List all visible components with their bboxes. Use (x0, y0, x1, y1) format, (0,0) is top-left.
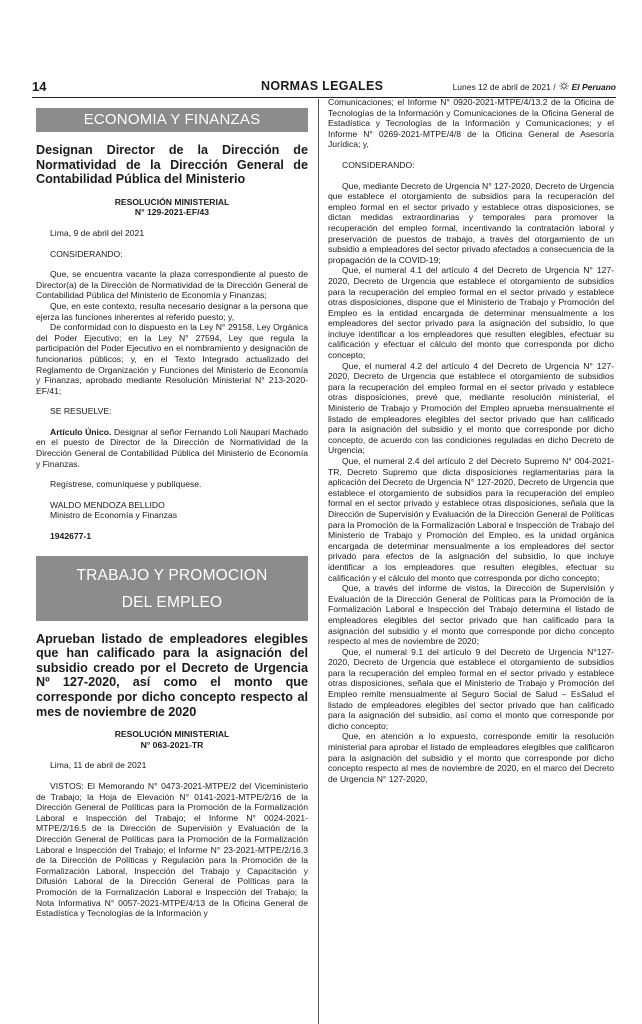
doc1-articulo (36, 427, 308, 469)
section-banner-trabajo (36, 556, 308, 621)
newspaper-name: El Peruano (571, 82, 616, 92)
section-banner-economia: ECONOMIA Y FINANZAS (36, 108, 308, 132)
right-column (328, 97, 614, 784)
doc1-se-resuelve: SE RESUELVE: (50, 406, 112, 417)
left-column (36, 108, 308, 919)
doc1-date: Lima, 9 de abril del 2021 (50, 227, 145, 238)
signer-name: WALDO MENDOZA BELLIDO (50, 499, 165, 510)
column-divider (318, 99, 319, 1024)
doc1-paragraph: Que, se encuentra vacante la plaza correspondiente al puesto de Director(a) de la Dirección de Normatividad de la Dirección General de Contabilidad Pública del Ministerio de Economía y Finanzas; (36, 269, 308, 301)
doc2-date: Lima, 11 de abril de 2021 (50, 760, 147, 771)
section-banner-line: DEL EMPLEO (121, 593, 223, 611)
doc1-resolution (36, 197, 308, 218)
doc2-paragraph: Que, el numeral 4.1 del artículo 4 del Decreto de Urgencia N° 127-2020, Decreto de Urgencia que establece el otorgamiento de subsidios para la recuperación del empleo formal en el sector privado y establece otras disposiciones, dispone que el Ministerio de Trabajo y Promoción del Empleo es la entidad encargada de determinar mensualmente a los empleadores del sector privado para la asignación del subsidio, lo que incluye identificar a los empleadores que resulten elegibles, efectuar su calificación y efectuar el cálculo del monto que corresponda por dicho concepto; (328, 265, 614, 361)
page-number: 14 (32, 79, 47, 94)
doc1-paragraph: Que, en este contexto, resulta necesario designar a la persona que ejerza las funciones inherentes al referido puesto; y, (36, 300, 308, 322)
publication-number: 1942677-1 (50, 531, 92, 542)
doc2-paragraph: Que, el numeral 2.4 del artículo 2 del Decreto Supremo N° 004-2021-TR, Decreto Supremo que dicta disposiciones reglamentarias para la aplicación del Decreto de Urgencia N° 127-2020, Decreto de Urgencia que establece el otorgamiento de subsidios para la recuperación del empleo formal en el sector privado y establece otras disposiciones, señala que la Dirección de Supervisión y Evaluación de la Dirección General de Políticas para la Promoción de la Formalización Laboral e Inspección de Trabajo del Ministerio de Trabajo y Promoción del Empleo, es la unidad orgánica encargada de determinar mensualmente a los empleadores del sector privado para efectos de la asignación del subsidio, lo que incluye identificar a los empleadores que resulten elegibles, efectuar su calificación y el cálculo del monto que corresponda por dicho concepto; (328, 456, 614, 583)
doc1-registrese: Regístrese, comuníquese y publíquese. (50, 479, 202, 490)
header-date: Lunes 12 de abril de 2021 / (452, 82, 556, 92)
doc2-paragraph: Que, en atención a lo expuesto, corresponde emitir la resolución ministerial para aprobar el listado de empleadores elegibles que calificaron para la asignación del subsidio y el monto que corresponde por dicho concepto respecto al mes de noviembre de 2020, en el marco del Decreto de Urgencia N° 127-2020, (328, 731, 614, 784)
doc2-paragraph: Que, mediante Decreto de Urgencia N° 127-2020, Decreto de Urgencia que establece el otorgamiento de subsidios para la recuperación del empleo formal en el sector privado y establece otras disposiciones, se dictan medidas extraordinarias y temporales para promover la recuperación del empleo formal, incentivando la contratación laboral y preservación de puestos de trabajo, a través del otorgamiento de un subsidio a empleadores del sector privado afectados a consecuencia de la propagación de la COVID-19; (328, 180, 614, 265)
header-dateline (453, 81, 616, 92)
vistos-continuation: Comunicaciones; el Informe N° 0920-2021-MTPE/4/13.2 de la Oficina de Tecnologías de la Información y Comunicaciones de la Oficina General de Estadística y Tecnologías de la Información y Comunicaciones; y el Informe N° 0269-2021-MTPE/4/8 de la Oficina General de Asesoría Jurídica; y, (328, 97, 614, 150)
signer-title: Ministro de Economía y Finanzas (50, 510, 178, 521)
doc2-paragraph: Que, el numeral 9.1 del artículo 9 del Decreto de Urgencia N°127-2020, Decreto de Urgencia que establece el otorgamiento de subsidios para la recuperación del empleo formal en el sector privado y establece otras disposiciones, señala que el Ministerio de Trabajo y Promoción del Empleo remite mensualmente al Seguro Social de Salud – EsSalud el listado de empleadores elegibles del sector privado que han calificado para la asignación del subsidio, así como el monto que corresponde por dicho concepto; (328, 646, 614, 731)
doc1-resolution-label: RESOLUCIÓN MINISTERIAL (114, 196, 230, 207)
sun-logo-icon (558, 81, 570, 91)
doc2-paragraph: Que, el numeral 4.2 del artículo 4 del Decreto de Urgencia N° 127-2020, Decreto de Urgencia que establece el otorgamiento de subsidios para la recuperación del empleo formal en el sector privado y establece otras disposiciones, prevé que, mediante resolución ministerial, el Ministerio de Trabajo y Promoción del Empleo aprueba mensualmente el listado de empleadores elegibles del sector privado que han calificado para la asignación del subsidio y el monto que corresponde por dicho concepto, de acuerdo con las condiciones reguladas en dicho Decreto de Urgencia; (328, 360, 614, 456)
doc2-considerando: CONSIDERANDO: (342, 159, 415, 170)
page-header (28, 78, 616, 96)
doc2-title: Aprueban listado de empleadores elegibles que han calificado para la asignación del subsidio creado por el Decreto de Urgencia Nº 127-2020, así como el monto que corresponde por dicho concepto respecto al mes de noviembre de 2020 (36, 631, 308, 719)
doc2-resolution-number: N° 063-2021-TR (140, 739, 204, 750)
doc1-resolution-number: N° 129-2021-EF/43 (134, 207, 210, 218)
section-banner-line: TRABAJO Y PROMOCION (76, 566, 268, 584)
doc2-resolution (36, 729, 308, 750)
doc2-vistos: VISTOS: El Memorando N° 0473-2021-MTPE/2 del Viceministerio de Trabajo; la Hoja de Elevación N° 0141-2021-MTPE/2/16 de la Dirección General de Políticas para la Promoción de la Formalización Laboral e Inspección del Trabajo; el Informe N° 0024-2021-MTPE/2/16.5 de la Dirección de Supervisión y Evaluación de la Dirección General de Políticas para la Promoción de la Formalización Laboral e Inspección del Trabajo; el Informe N° 23-2021-MTPE/2/16.3 de la Dirección de Políticas y Regulación para la Promoción de la Formalización Laboral, Inspección del Trabajo y Capacitación y Difusión Laboral de la Dirección General de Políticas para la Promoción de la Formalización Laboral e Inspección del Trabajo; la Nota Informativa N° 0057-2021-MTPE/4/13 de la Oficina General de Estadística y Tecnologías de la Información y (36, 780, 308, 919)
doc1-title: Designan Director de la Dirección de Normatividad de la Dirección General de Contabilidad Pública del Ministerio (36, 143, 308, 187)
doc1-paragraph: De conformidad con lo dispuesto en la Ley N° 29158, Ley Orgánica del Poder Ejecutivo; en la Ley N° 27594, Ley que regula la participación del Poder Ejecutivo en el nombramiento y designación de funcionarios públicos; y, en el Texto Integrado actualizado del Reglamento de Organización y Funciones del Ministerio de Economía y Finanzas, aprobado mediante Resolución Ministerial N° 213-2020-EF/41; (36, 322, 308, 396)
articulo-label: Artículo Único. (50, 426, 112, 437)
articulo-text: Designar al señor Fernando Loli Naupari Machado en el puesto de Director de la Dirección de Normatividad de la Dirección General de Contabilidad Pública del Ministerio de Economía y Finanzas. (36, 426, 308, 469)
doc2-paragraph: Que, a través del informe de vistos, la Dirección de Supervisión y Evaluación de la Dirección General de Políticas para la Promoción de la Formalización Laboral e Inspección del Trabajo determina el listado de empleadores elegibles del sector privado que han calificado para la asignación del subsidio y el monto que corresponde por dicho concepto respecto al mes de noviembre de 2020; (328, 583, 614, 647)
doc1-considerando: CONSIDERANDO: (50, 248, 123, 259)
publication-name: NORMAS LEGALES (261, 79, 384, 93)
doc2-resolution-label: RESOLUCIÓN MINISTERIAL (114, 729, 230, 740)
